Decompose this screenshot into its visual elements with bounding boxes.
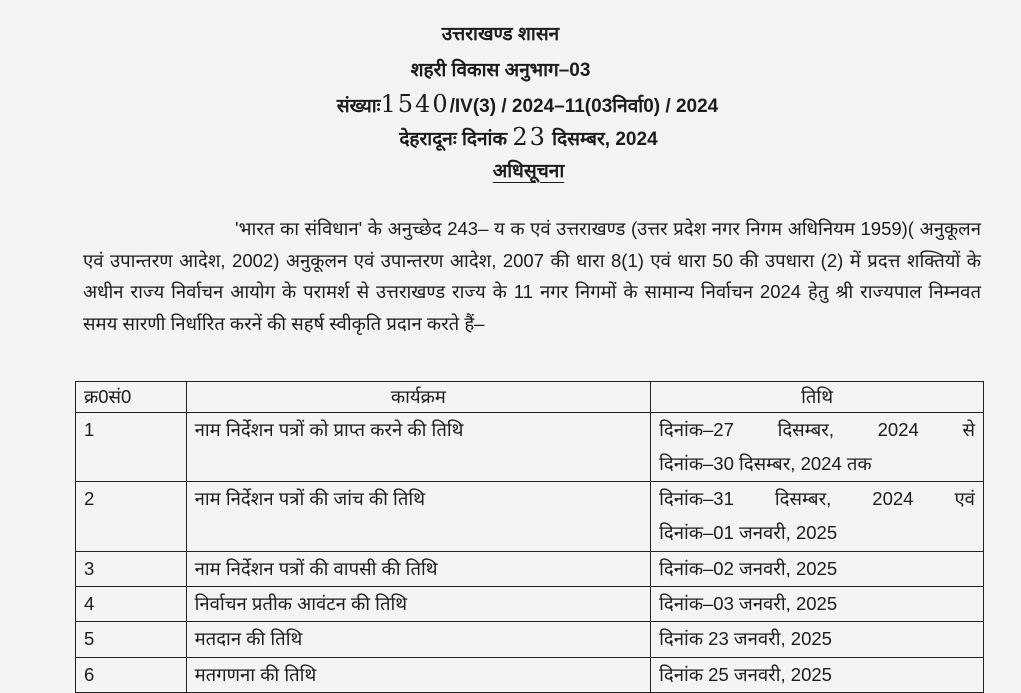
paragraph-text: 'भारत का संविधान' के अनुच्छेद 243– य क एवं उत्तराखण्ड (उत्तर प्रदेश नगर निगम अधिनियम 1959)( अनुकूलन एवं उपान्तरण आदेश, 2002) अनुकूलन एवं उपान्तरण आदेश, 2007 की धारा 8(1) एवं धारा 50 की उपधारा (2) में प्रदत्त शक्तियों के अधीन राज्य निर्वाचन आयोग के परामर्श से उत्तराखण्ड राज्य के 11 नगर निगमों के सामान्य निर्वाचन 2024 हेतु श्री राज्यपाल निम्नवत समय सारणी निर्धारित करनें की सहर्ष स्वीकृति प्रदान करते हैं–	[83, 218, 981, 334]
header-programme: कार्यक्रम	[186, 382, 651, 413]
table-row	[76, 587, 984, 622]
row-date: दिनांक 23 जनवरी, 2025	[651, 622, 984, 658]
row-programme: मतगणना की तिथि	[186, 658, 651, 693]
place-date-label: देहरादूनः दिनांक	[399, 129, 508, 150]
date-line-2: दिनांक–30 दिसम्बर, 2024 तक	[659, 453, 872, 474]
reference-label: संख्याः	[336, 96, 381, 117]
row-date	[651, 482, 984, 552]
header-date: तिथि	[651, 382, 984, 413]
government-heading: उत्तराखण्ड शासन	[441, 24, 560, 45]
date-day-handwritten: 23	[512, 123, 547, 151]
reference-rest: /IV(3) / 2024–11(03निर्वा0) / 2024	[449, 96, 719, 117]
row-date: दिनांक–03 जनवरी, 2025	[651, 587, 984, 622]
row-programme: निर्वाचन प्रतीक आवंटन की तिथि	[186, 587, 651, 622]
row-programme: नाम निर्देशन पत्रों की जांच की तिथि	[186, 482, 651, 552]
row-programme: मतदान की तिथि	[186, 622, 651, 658]
row-serial-no: 1	[76, 413, 187, 482]
election-schedule-table	[75, 381, 984, 693]
row-programme: नाम निर्देशन पत्रों को प्राप्त करने की तिथि	[186, 413, 651, 482]
department-heading: शहरी विकास अनुभाग–03	[410, 60, 591, 81]
date-line-1: दिनांक–27 दिसम्बर, 2024 से	[659, 419, 975, 440]
row-serial-no: 3	[76, 552, 187, 587]
date-line-1: दिनांक–31 दिसम्बर, 2024 एवं	[659, 488, 975, 509]
row-serial-no: 2	[76, 482, 187, 552]
row-date: दिनांक 25 जनवरी, 2025	[651, 658, 984, 693]
place-and-date	[18, 123, 1021, 151]
date-line-2: दिनांक–01 जनवरी, 2025	[659, 522, 838, 543]
row-date: दिनांक–02 जनवरी, 2025	[651, 552, 984, 587]
notification-paragraph	[83, 213, 981, 339]
table-row	[76, 622, 984, 658]
table-row	[76, 482, 984, 552]
row-serial-no: 5	[76, 622, 187, 658]
table-header-row	[76, 382, 984, 413]
reference-number	[17, 90, 1021, 118]
row-serial-no: 4	[76, 587, 187, 622]
row-programme: नाम निर्देशन पत्रों की वापसी की तिथि	[186, 552, 651, 587]
table-row	[76, 552, 984, 587]
table-row	[76, 658, 984, 693]
reference-handwritten-number: 1540	[380, 90, 450, 118]
date-rest: दिसम्बर, 2024	[552, 129, 658, 150]
row-serial-no: 6	[76, 658, 187, 693]
document-title: अधिसूचना	[492, 161, 565, 182]
row-date	[651, 413, 984, 482]
header-serial-no: क्र0सं0	[76, 382, 187, 413]
table-row	[76, 413, 984, 482]
